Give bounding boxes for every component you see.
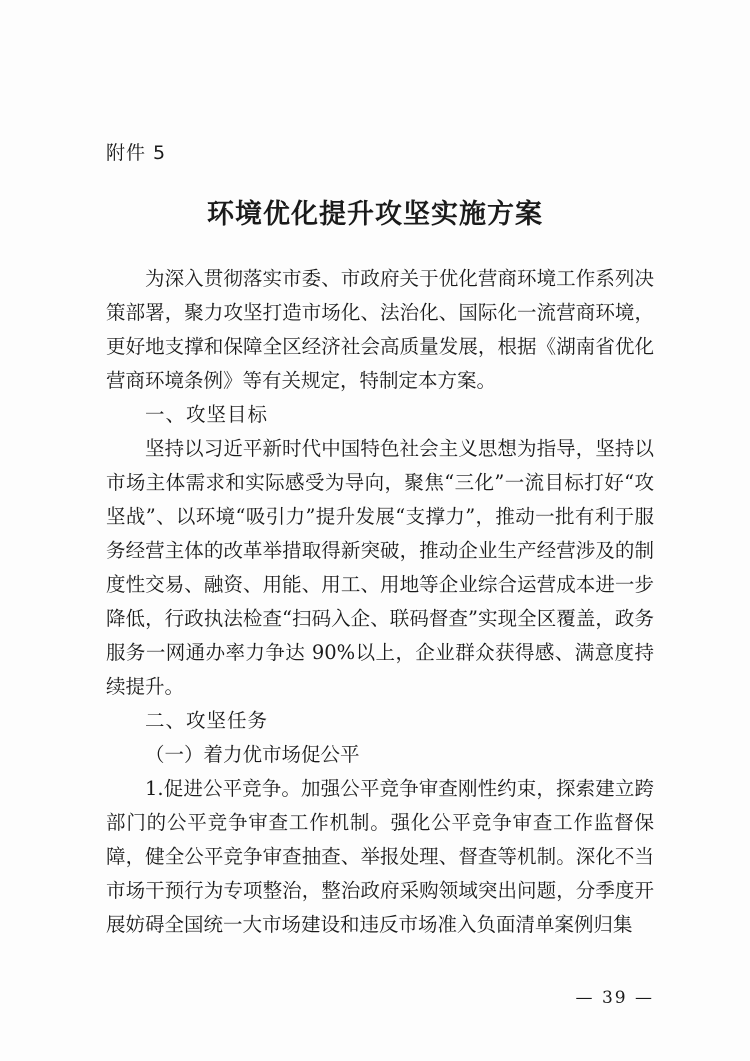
goals-paragraph: 坚持以习近平新时代中国特色社会主义思想为指导，坚持以市场主体需求和实际感受为导向，聚焦“三化”一流目标打好“攻坚战”、以环境“吸引力”提升发展“支撑力”，推动一批有利于服务经营主体的改革举措取得新突破，推动企业生产经营涉及的制度性交易、融资、用能、用工、用地等企业综合运营成本进一步降低，行政执法检查“扫码入企、联码督查”实现全区覆盖，政务服务一网通办率力争达 90%以上，企业群众获得感、满意度持续提升。 [106,437,654,698]
attachment-label: 附件 5 [106,142,167,164]
tasks-paragraph: 1.促进公平竞争。加强公平竞争审查刚性约束，探索建立跨部门的公平竞争审查工作机制。强化公平竞争审查工作监督保障，健全公平竞争审查抽查、举报处理、督查等机制。深化不当市场干预行为专项整治，整治政府采购领域突出问题，分季度开展妨碍全国统一大市场建设和违反市场准入负面清单案例归集 [106,777,654,936]
section-heading-tasks: 二、攻坚任务 [145,709,269,732]
section-heading-goals: 一、攻坚目标 [145,403,269,426]
document-title: 环境优化提升攻坚实施方案 [207,199,543,230]
subsection-heading-market: （一）着力优市场促公平 [145,743,360,766]
page-number: — 39 — [575,988,654,1008]
intro-paragraph: 为深入贯彻落实市委、市政府关于优化营商环境工作系列决策部署，聚力攻坚打造市场化、法治化、国际化一流营商环境，更好地支撑和保障全区经济社会高质量发展，根据《湖南省优化营商环境条例》等有关规定，特制定本方案。 [106,267,654,392]
